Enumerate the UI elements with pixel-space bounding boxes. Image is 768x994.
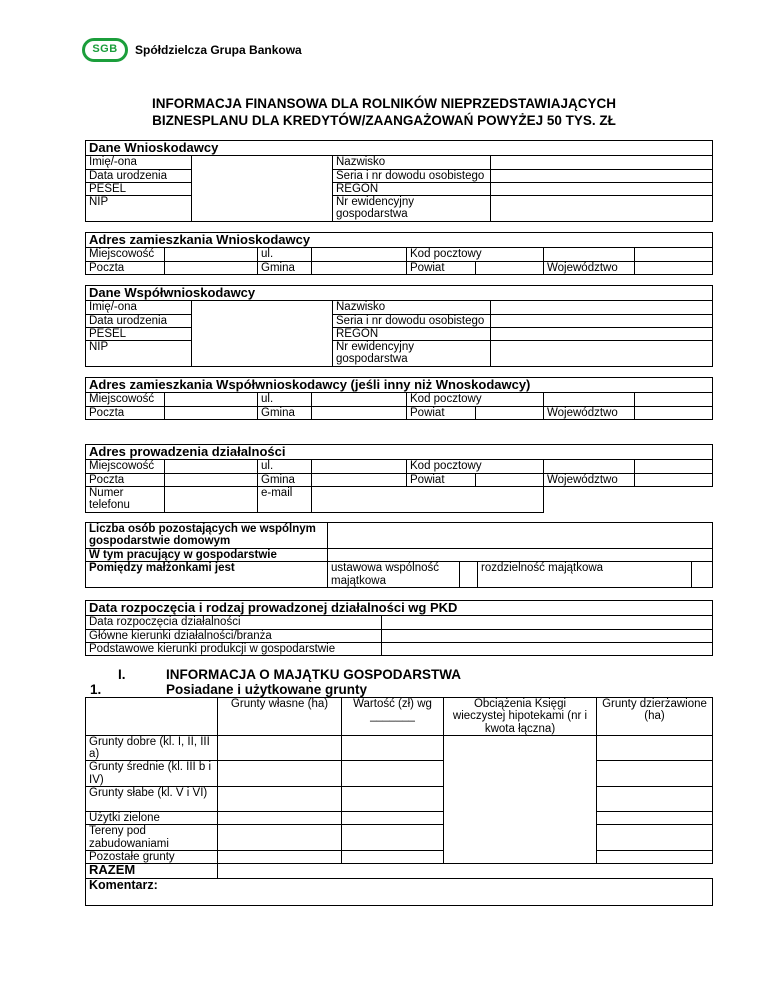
col-own-land: Grunty własne (ha) [218,698,342,736]
label-nip: NIP [86,196,192,222]
label-street: ul. [258,248,312,261]
label-biz-street: ul. [258,460,312,473]
label-birth-date: Data urodzenia [86,169,192,182]
cell-leased-grassland[interactable] [597,812,713,825]
cell-leased-medium[interactable] [597,761,713,787]
label-voivodeship: Województwo [544,261,635,274]
activity-table [85,600,713,656]
applicant-table [85,140,713,222]
field-co-regon[interactable] [491,327,713,340]
empty-header-cell [86,698,218,736]
field-biz-locality[interactable] [165,460,258,473]
label-marital-property: Pomiędzy małżonkami jest [86,562,328,588]
label-biz-locality: Miejscowość [86,460,165,473]
cell-own-built[interactable] [218,825,342,851]
field-co-post-office[interactable] [165,406,258,419]
label-biz-commune: Gmina [258,473,312,486]
row-other-land: Pozostałe grunty [86,850,218,863]
title-line-1: INFORMACJA FINANSOWA DLA ROLNIKÓW NIEPRZEDSTAWIAJĄCYCH [152,96,616,111]
label-biz-voivodeship: Województwo [544,473,635,486]
label-co-street: ul. [258,393,312,406]
cell-mortgage[interactable] [444,735,597,863]
field-voivodeship[interactable] [635,261,713,274]
cell-own-grassland[interactable] [218,812,342,825]
label-household-persons: Liczba osób pozostających we wspólnym gospodarstwie domowym [86,523,328,549]
empty-cell [635,393,713,406]
label-postcode: Kod pocztowy [407,248,544,261]
field-regon[interactable] [491,182,713,195]
label-co-nip: NIP [86,341,192,367]
row-built-up: Tereny pod zabudowaniami [86,825,218,851]
field-co-commune[interactable] [312,406,407,419]
label-co-voivodeship: Województwo [544,406,635,419]
field-biz-voivodeship[interactable] [635,473,713,486]
field-production[interactable] [382,642,713,655]
comment-field[interactable]: Komentarz: [86,879,713,906]
section-roman-numeral: I. [118,667,126,682]
field-biz-commune[interactable] [312,473,407,486]
row-grassland: Użytki zielone [86,812,218,825]
logo-badge-text: SGB [92,43,118,55]
activity-section-title: Data rozpoczęcia i rodzaj prowadzonej działalności wg PKD [86,601,713,616]
field-household-persons[interactable] [328,523,713,549]
applicant-address-table [85,232,713,275]
label-biz-postcode: Kod pocztowy [407,460,544,473]
cell-value-medium[interactable] [342,761,444,787]
label-production: Podstawowe kierunki produkcji w gospodarstwie [86,642,382,655]
label-co-surname: Nazwisko [333,301,491,314]
sgb-logo-badge [82,38,128,62]
household-table [85,522,713,588]
label-biz-county: Powiat [407,473,476,486]
field-id-card[interactable] [491,169,713,182]
field-county[interactable] [476,261,544,274]
cell-value-built[interactable] [342,825,444,851]
label-pesel: PESEL [86,182,192,195]
label-commune: Gmina [258,261,312,274]
field-street[interactable] [312,248,407,261]
col-value: Wartość (zł) wg _______ [342,698,444,736]
field-co-county[interactable] [476,406,544,419]
field-farm-number[interactable] [491,196,713,222]
cell-value-grassland[interactable] [342,812,444,825]
cell-own-medium[interactable] [218,761,342,787]
label-co-id-card: Seria i nr dowodu osobistego [333,314,491,327]
title-line-2: BIZNESPLANU DLA KREDYTÓW/ZAANGAŻOWAŃ POWYŻEJ 50 TYS. ZŁ [152,113,616,128]
option-separate-property: rozdzielność majątkowa [478,562,692,588]
cell-value-weak[interactable] [342,787,444,812]
label-co-county: Powiat [407,406,476,419]
land-subheading: Posiadane i użytkowane grunty [166,682,368,697]
assets-heading: INFORMACJA O MAJĄTKU GOSPODARSTWA [166,667,462,682]
field-biz-post-office[interactable] [165,473,258,486]
field-first-name[interactable] [192,156,333,222]
empty-cell [218,864,713,879]
col-mortgage: Obciążenia Księgi wieczystej hipotekami (nr i kwota łączna) [444,698,597,736]
label-co-post-office: Poczta [86,406,165,419]
cell-leased-weak[interactable] [597,787,713,812]
label-county: Powiat [407,261,476,274]
field-co-voivodeship[interactable] [635,406,713,419]
checkbox-separate-property[interactable] [692,562,713,588]
cell-value-other[interactable] [342,850,444,863]
sgb-logo [82,34,342,68]
label-start-date: Data rozpoczęcia działalności [86,616,382,629]
label-co-locality: Miejscowość [86,393,165,406]
coapplicant-address-table [85,377,713,420]
field-phone[interactable] [165,486,258,512]
checkbox-joint-property[interactable] [460,562,478,588]
cell-own-other[interactable] [218,850,342,863]
applicant-section-title: Dane Wnioskodawcy [86,141,713,156]
field-main-activity[interactable] [382,629,713,642]
field-start-date[interactable] [382,616,713,629]
col-leased-land: Grunty dzierżawione (ha) [597,698,713,736]
label-co-postcode: Kod pocztowy [407,393,544,406]
cell-own-weak[interactable] [218,787,342,812]
cell-leased-good[interactable] [597,735,713,761]
coapplicant-address-section-title: Adres zamieszkania Współwnioskodawcy (jeśli inny niż Wnoskodawcy) [86,378,713,393]
field-co-id-card[interactable] [491,314,713,327]
label-co-pesel: PESEL [86,327,192,340]
label-main-activity: Główne kierunki działalności/branża [86,629,382,642]
field-postcode[interactable] [544,248,635,261]
label-co-birth-date: Data urodzenia [86,314,192,327]
row-good-land: Grunty dobre (kl. I, II, III a) [86,735,218,761]
label-farm-number: Nr ewidencyjny gospodarstwa [333,196,491,222]
label-locality: Miejscowość [86,248,165,261]
logo-text: Spółdzielcza Grupa Bankowa [135,43,302,57]
field-co-postcode[interactable] [544,393,635,406]
row-weak-land: Grunty słabe (kl. V i VI) [86,787,218,812]
cell-value-good[interactable] [342,735,444,761]
field-biz-street[interactable] [312,460,407,473]
field-locality[interactable] [165,248,258,261]
empty-cell [635,248,713,261]
document-title [60,95,708,129]
field-co-street[interactable] [312,393,407,406]
label-co-farm-number: Nr ewidencyjny gospodarstwa [333,341,491,367]
row-medium-land: Grunty średnie (kl. III b i IV) [86,761,218,787]
label-biz-post-office: Poczta [86,473,165,486]
label-surname: Nazwisko [333,156,491,169]
business-address-section-title: Adres prowadzenia działalności [86,445,713,460]
cell-leased-other[interactable] [597,850,713,863]
row-total: RAZEM [86,864,218,879]
field-email[interactable] [312,486,544,512]
field-co-farm-number[interactable] [491,341,713,367]
label-co-commune: Gmina [258,406,312,419]
coapplicant-table [85,285,713,367]
label-post-office: Poczta [86,261,165,274]
business-address-table [85,444,713,513]
label-working-persons: W tym pracujący w gospodarstwie [86,549,328,562]
empty-cell [544,486,713,512]
land-table [85,697,713,906]
coapplicant-section-title: Dane Współwnioskodawcy [86,286,713,301]
field-post-office[interactable] [165,261,258,274]
label-phone: Numer telefonu [86,486,165,512]
applicant-address-section-title: Adres zamieszkania Wnioskodawcy [86,233,713,248]
label-email: e-mail [258,486,312,512]
option-joint-property: ustawowa wspólność majątkowa [328,562,460,588]
label-co-first-name: Imię/-ona [86,301,192,314]
empty-cell [635,460,713,473]
field-commune[interactable] [312,261,407,274]
cell-own-good[interactable] [218,735,342,761]
label-co-regon: REGON [333,327,491,340]
label-regon: REGON [333,182,491,195]
field-biz-postcode[interactable] [544,460,635,473]
field-working-persons[interactable] [328,549,713,562]
subsection-number: 1. [90,682,102,697]
field-co-surname[interactable] [491,301,713,314]
cell-leased-built[interactable] [597,825,713,851]
field-co-first-name[interactable] [192,301,333,367]
field-biz-county[interactable] [476,473,544,486]
field-surname[interactable] [491,156,713,169]
field-co-locality[interactable] [165,393,258,406]
label-first-name: Imię/-ona [86,156,192,169]
label-id-card: Seria i nr dowodu osobistego [333,169,491,182]
